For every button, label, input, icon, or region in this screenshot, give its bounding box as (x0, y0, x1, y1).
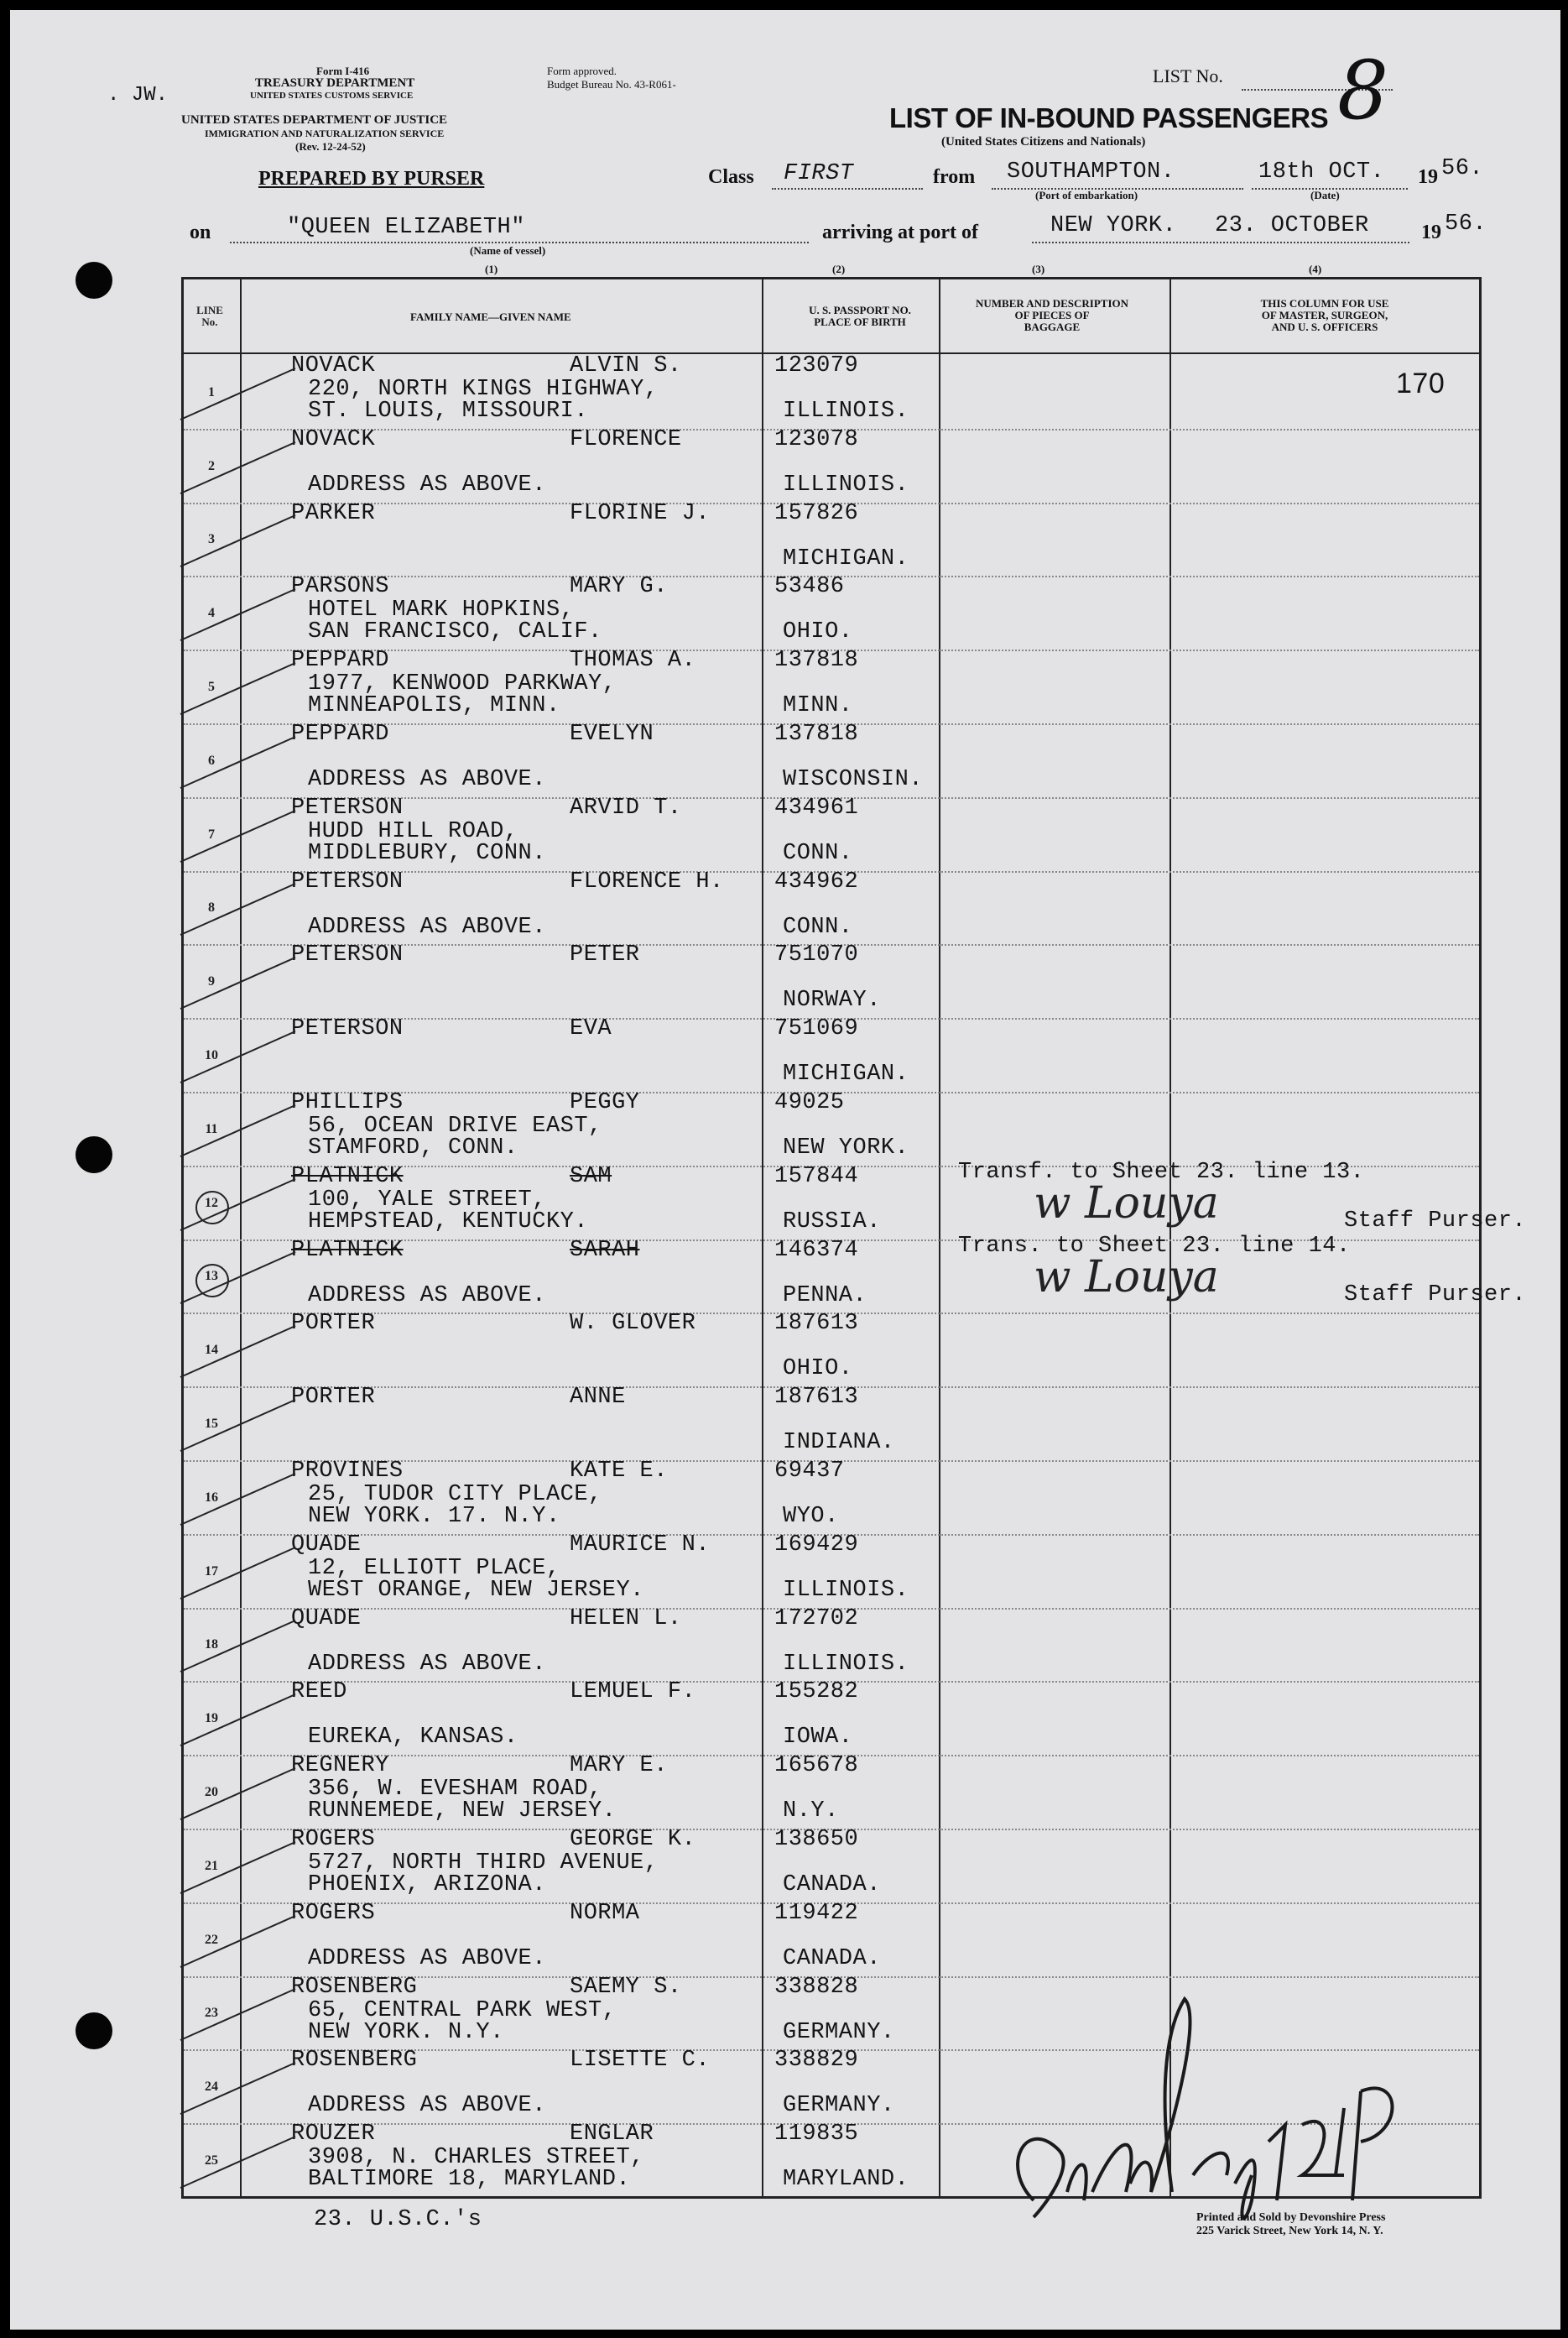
table-row (184, 1386, 1479, 1460)
doj-line-1: UNITED STATES DEPARTMENT OF JUSTICE (181, 113, 448, 127)
place-of-birth: RUSSIA. (783, 1208, 881, 1234)
arrival-port: NEW YORK. (1050, 213, 1177, 238)
col-head-officer-3: AND U. S. OFFICERS (1271, 321, 1378, 333)
family-name: QUADE (291, 1532, 362, 1558)
table-row (184, 944, 1479, 1018)
place-of-birth: MICHIGAN. (783, 545, 909, 571)
col-head-baggage-3: BAGGAGE (1024, 321, 1081, 333)
line-number: 8 (208, 900, 215, 916)
table-row (184, 1681, 1479, 1755)
address-line-2: ADDRESS AS ABOVE. (308, 767, 546, 792)
form-number-text: Form I-416 (316, 65, 370, 77)
punch-hole-top (76, 262, 112, 299)
address-line-1: 12, ELLIOTT PLACE, (308, 1555, 560, 1581)
col-head-baggage (939, 298, 1165, 333)
line-number: 19 (205, 1711, 218, 1726)
place-of-birth: CANADA. (783, 1872, 881, 1897)
family-name: PARKER (291, 500, 376, 526)
place-of-birth: MICHIGAN. (783, 1062, 909, 1088)
address-line-2: ADDRESS AS ABOVE. (308, 2093, 546, 2119)
address-line-1: 1977, KENWOOD PARKWAY, (308, 671, 617, 697)
doj-line-2: IMMIGRATION AND NATURALIZATION SERVICE (205, 128, 445, 139)
family-name: PORTER (291, 1311, 376, 1337)
given-name: MARY G. (570, 574, 668, 600)
line-number: 15 (205, 1416, 218, 1431)
line-number: 11 (205, 1121, 218, 1136)
col-head-passport-1: U. S. PASSPORT NO. (809, 304, 911, 316)
place-of-birth: CONN. (783, 914, 853, 940)
passport-number: 53486 (774, 574, 845, 600)
line-number: 22 (205, 1932, 218, 1947)
address-line-2: SAN FRANCISCO, CALIF. (308, 619, 602, 645)
list-no-label: LIST No. (1153, 65, 1223, 86)
place-of-birth: NORWAY. (783, 988, 881, 1014)
given-name: PETER (570, 942, 640, 968)
passport-number: 434961 (774, 795, 859, 821)
col-head-officer-2: OF MASTER, SURGEON, (1261, 309, 1388, 321)
line-number: 16 (205, 1490, 218, 1505)
line-number: 5 (208, 679, 215, 694)
place-of-birth: N.Y. (783, 1798, 839, 1824)
passport-number: 338829 (774, 2048, 859, 2074)
family-name: PETERSON (291, 1016, 404, 1042)
place-of-birth: IOWA. (783, 1725, 853, 1751)
given-name: LISETTE C. (570, 2048, 711, 2074)
transfer-signature-2: w Louya (1034, 1252, 1219, 1302)
line-number: 12 (205, 1195, 218, 1210)
address-line-1: 3908, N. CHARLES STREET, (308, 2145, 644, 2171)
table-row (184, 1829, 1479, 1902)
table-row (184, 1018, 1479, 1092)
address-line-2: STAMFORD, CONN. (308, 1135, 518, 1161)
address-line-1: HUDD HILL ROAD, (308, 818, 518, 844)
passport-number: 137818 (774, 722, 859, 747)
address-line-2: RUNNEMEDE, NEW JERSEY. (308, 1798, 617, 1824)
given-name: MAURICE N. (570, 1532, 711, 1558)
vessel-name: "QUEEN ELIZABETH" (287, 215, 525, 240)
place-of-birth: NEW YORK. (783, 1135, 909, 1161)
vessel-caption: (Name of vessel) (470, 244, 546, 257)
place-of-birth: WISCONSIN. (783, 767, 924, 792)
address-line-2: ST. LOUIS, MISSOURI. (308, 399, 589, 424)
line-number: 4 (208, 606, 215, 621)
passport-number: 165678 (774, 1753, 859, 1779)
table-row (184, 650, 1479, 723)
given-name: NORMA (570, 1900, 640, 1926)
line-number: 18 (205, 1637, 218, 1652)
year-prefix: 19 (1418, 166, 1438, 188)
given-name: FLORINE J. (570, 500, 711, 526)
address-line-2: WEST ORANGE, NEW JERSEY. (308, 1577, 644, 1603)
place-of-birth: GERMANY. (783, 2093, 895, 2119)
passport-number: 138650 (774, 1827, 859, 1852)
family-name: PHILLIPS (291, 1090, 404, 1115)
place-of-birth: OHIO. (783, 1356, 853, 1382)
address-line-2: MINNEAPOLIS, MINN. (308, 693, 560, 719)
passport-number: 49025 (774, 1090, 845, 1115)
family-name: NOVACK (291, 426, 376, 452)
given-name: SARAH (570, 1237, 640, 1263)
transfer-role-2: Staff Purser. (1344, 1282, 1527, 1307)
passport-number: 123079 (774, 353, 859, 378)
family-name: PEPPARD (291, 722, 389, 747)
passport-number: 338828 (774, 1974, 859, 2000)
budget-number: Budget Bureau No. 43-R061- (547, 78, 676, 91)
given-name: HELEN L. (570, 1605, 682, 1631)
passport-number: 172702 (774, 1605, 859, 1631)
punch-hole-middle (76, 1136, 112, 1173)
year-value: 56. (1441, 156, 1484, 181)
col-num-1: (1) (485, 263, 498, 275)
table-row (184, 723, 1479, 797)
place-of-birth: CANADA. (783, 1945, 881, 1971)
address-line-2: ADDRESS AS ABOVE. (308, 914, 546, 940)
dept-line-1: TREASURY DEPARTMENT (255, 76, 415, 90)
total-citizens: 23. U.S.C.'s (314, 2207, 482, 2232)
vessel-underline (230, 242, 809, 243)
date-caption: (Date) (1310, 189, 1340, 201)
given-name: MARY E. (570, 1753, 668, 1779)
line-number: 1 (208, 384, 215, 399)
page-subtitle: (United States Citizens and Nationals) (941, 135, 1146, 149)
transfer-signature-1: w Louya (1034, 1178, 1219, 1229)
given-name: W. GLOVER (570, 1311, 696, 1337)
transfer-note-2: Trans. to Sheet 23. line 14. (958, 1234, 1351, 1259)
place-of-birth: ILLINOIS. (783, 1577, 909, 1603)
col-head-baggage-2: OF PIECES OF (1014, 309, 1090, 321)
passport-number: 119422 (774, 1900, 859, 1926)
passport-number: 157844 (774, 1163, 859, 1189)
table-row (184, 871, 1479, 945)
family-name: PETERSON (291, 869, 404, 895)
family-name: ROGERS (291, 1827, 376, 1852)
address-line-2: NEW YORK. 17. N.Y. (308, 1504, 560, 1529)
passport-number: 137818 (774, 648, 859, 674)
class-value: FIRST (784, 161, 854, 186)
col-num-2: (2) (832, 263, 846, 275)
address-line-2: ADDRESS AS ABOVE. (308, 472, 546, 498)
place-of-birth: ILLINOIS. (783, 472, 909, 498)
address-line-1: 356, W. EVESHAM ROAD, (308, 1777, 602, 1803)
place-of-birth: CONN. (783, 840, 853, 866)
arrival-underline (1032, 242, 1409, 243)
table-row (184, 1313, 1479, 1386)
table-row (184, 426, 1479, 503)
address-line-2: BALTIMORE 18, MARYLAND. (308, 2167, 631, 2193)
passport-number: 69437 (774, 1459, 845, 1484)
transfer-note-1: Transf. to Sheet 23. line 13. (958, 1160, 1365, 1185)
address-line-2: ADDRESS AS ABOVE. (308, 1651, 546, 1677)
given-name: KATE E. (570, 1459, 668, 1484)
family-name: PEPPARD (291, 648, 389, 674)
address-line-1: 56, OCEAN DRIVE EAST, (308, 1114, 602, 1139)
arriving-label: arriving at port of (822, 222, 978, 243)
place-of-birth: ILLINOIS. (783, 399, 909, 424)
table-row (184, 1092, 1479, 1166)
on-label: on (190, 222, 211, 243)
table-row (184, 1605, 1479, 1682)
family-name: ROGERS (291, 1900, 376, 1926)
passport-number: 434962 (774, 869, 859, 895)
table-row (184, 1755, 1479, 1829)
from-value: SOUTHAMPTON. (1007, 159, 1175, 185)
given-name: SAM (570, 1163, 612, 1189)
form-number (316, 65, 369, 77)
line-number: 21 (205, 1858, 218, 1873)
col-head-officer-1: THIS COLUMN FOR USE (1260, 297, 1389, 310)
given-name: ANNE (570, 1385, 626, 1411)
family-name: PROVINES (291, 1459, 404, 1484)
passport-number: 146374 (774, 1237, 859, 1263)
passport-number: 157826 (774, 500, 859, 526)
col-head-officer (1174, 298, 1476, 333)
initials: . JW. (107, 84, 169, 107)
printer-line-1: Printed and Sold by Devonshire Press (1196, 2211, 1386, 2224)
line-number: 13 (205, 1269, 218, 1284)
place-of-birth: ILLINOIS. (783, 1651, 909, 1677)
place-of-birth: INDIANA. (783, 1430, 895, 1456)
family-name: REED (291, 1679, 347, 1705)
family-name: ROSENBERG (291, 2048, 418, 2074)
passport-number: 155282 (774, 1679, 859, 1705)
prepared-by: PREPARED BY PURSER (258, 168, 485, 190)
page-title: LIST OF IN-BOUND PASSENGERS (889, 102, 1329, 133)
passport-number: 187613 (774, 1311, 859, 1337)
address-line-1: 100, YALE STREET, (308, 1187, 546, 1213)
line-number: 7 (208, 827, 215, 842)
family-name: REGNERY (291, 1753, 389, 1779)
line-number: 6 (208, 753, 215, 768)
line-number: 9 (208, 974, 215, 989)
printer-line-2: 225 Varick Street, New York 14, N. Y. (1196, 2225, 1383, 2237)
table-row (184, 355, 1479, 429)
address-line-2: NEW YORK. N.Y. (308, 2019, 504, 2045)
punch-hole-bottom (76, 2012, 112, 2049)
address-line-1: 65, CENTRAL PARK WEST, (308, 1997, 617, 2023)
dept-line-2: UNITED STATES CUSTOMS SERVICE (250, 91, 414, 101)
family-name: PORTER (291, 1385, 376, 1411)
place-of-birth: MINN. (783, 693, 853, 719)
passport-number: 119835 (774, 2121, 859, 2148)
col-num-4: (4) (1309, 263, 1322, 275)
given-name: GEORGE K. (570, 1827, 696, 1852)
given-name: FLORENCE H. (570, 869, 724, 895)
passport-number: 169429 (774, 1532, 859, 1558)
officer-note: 170 (1396, 368, 1446, 399)
place-of-birth: WYO. (783, 1504, 839, 1529)
col-head-passport (776, 305, 944, 328)
table-row (184, 1902, 1479, 1976)
given-name: ALVIN S. (570, 353, 682, 378)
arrival-year: 56. (1445, 211, 1487, 237)
passport-number: 123078 (774, 426, 859, 452)
given-name: EVA (570, 1016, 612, 1042)
line-number: 25 (205, 2153, 218, 2168)
address-line-1: HOTEL MARK HOPKINS, (308, 598, 575, 624)
revision: (Rev. 12-24-52) (295, 140, 366, 153)
table-row (184, 500, 1479, 577)
port-caption: (Port of embarkation) (1035, 189, 1138, 201)
family-name: PETERSON (291, 795, 404, 821)
passport-number: 187613 (774, 1385, 859, 1411)
circle-mark (195, 1191, 229, 1224)
transfer-role-1: Staff Purser. (1344, 1208, 1527, 1234)
class-label: Class (708, 166, 754, 188)
col-head-name: FAMILY NAME—GIVEN NAME (410, 311, 571, 323)
given-name: THOMAS A. (570, 648, 696, 674)
line-number: 14 (205, 1343, 218, 1358)
line-number: 17 (205, 1563, 218, 1579)
given-name: FLORENCE (570, 426, 682, 452)
given-name: ARVID T. (570, 795, 682, 821)
family-name: ROSENBERG (291, 1974, 418, 2000)
handwritten-signature (983, 1982, 1453, 2234)
table-row (184, 576, 1479, 650)
family-name: PARSONS (291, 574, 389, 600)
col-head-baggage-1: NUMBER AND DESCRIPTION (975, 297, 1129, 310)
circle-mark (195, 1264, 229, 1297)
address-line-2: MIDDLEBURY, CONN. (308, 840, 546, 866)
list-no-value: 8 (1337, 44, 1389, 138)
line-number: 24 (205, 2080, 218, 2095)
place-of-birth: PENNA. (783, 1282, 867, 1308)
arrival-year-prefix: 19 (1421, 222, 1441, 243)
arrival-date: 23. OCTOBER (1215, 213, 1369, 238)
given-name: ENGLAR (570, 2121, 654, 2148)
line-number: 3 (208, 532, 215, 547)
family-name: PLATNICK (291, 1163, 404, 1189)
given-name: PEGGY (570, 1090, 640, 1115)
line-number: 23 (205, 2006, 218, 2021)
table-row (184, 1460, 1479, 1534)
table-row (184, 1534, 1479, 1608)
line-number: 20 (205, 1784, 218, 1799)
table-row (184, 797, 1479, 871)
passport-number: 751070 (774, 942, 859, 968)
class-underline (772, 188, 923, 190)
col-head-line: LINE No. (196, 304, 223, 328)
row-area (184, 355, 1479, 2197)
address-line-2: HEMPSTEAD, KENTUCKY. (308, 1208, 589, 1234)
family-name: NOVACK (291, 353, 376, 378)
col-num-3: (3) (1032, 263, 1045, 275)
family-name: QUADE (291, 1605, 362, 1631)
address-line-1: 25, TUDOR CITY PLACE, (308, 1482, 602, 1507)
given-name: LEMUEL F. (570, 1679, 696, 1705)
address-line-1: 5727, NORTH THIRD AVENUE, (308, 1850, 659, 1876)
family-name: PETERSON (291, 942, 404, 968)
family-name: ROUZER (291, 2121, 376, 2148)
line-number: 10 (205, 1047, 218, 1062)
address-line-2: PHOENIX, ARIZONA. (308, 1872, 546, 1897)
form-approved: Form approved. (547, 65, 617, 77)
place-of-birth: OHIO. (783, 619, 853, 645)
address-line-2: EUREKA, KANSAS. (308, 1725, 518, 1751)
address-line-2: ADDRESS AS ABOVE. (308, 1282, 546, 1308)
given-name: EVELYN (570, 722, 654, 747)
manifest-page (10, 10, 1560, 2330)
col-head-passport-2: PLACE OF BIRTH (814, 316, 906, 328)
address-line-2: ADDRESS AS ABOVE. (308, 1945, 546, 1971)
from-label: from (933, 166, 976, 188)
line-number: 2 (208, 458, 215, 473)
given-name: SAEMY S. (570, 1974, 682, 2000)
passport-number: 751069 (774, 1016, 859, 1042)
family-name: PLATNICK (291, 1237, 404, 1263)
date-value: 18th OCT. (1258, 159, 1385, 185)
address-line-1: 220, NORTH KINGS HIGHWAY, (308, 377, 659, 402)
place-of-birth: GERMANY. (783, 2019, 895, 2045)
place-of-birth: MARYLAND. (783, 2167, 909, 2193)
